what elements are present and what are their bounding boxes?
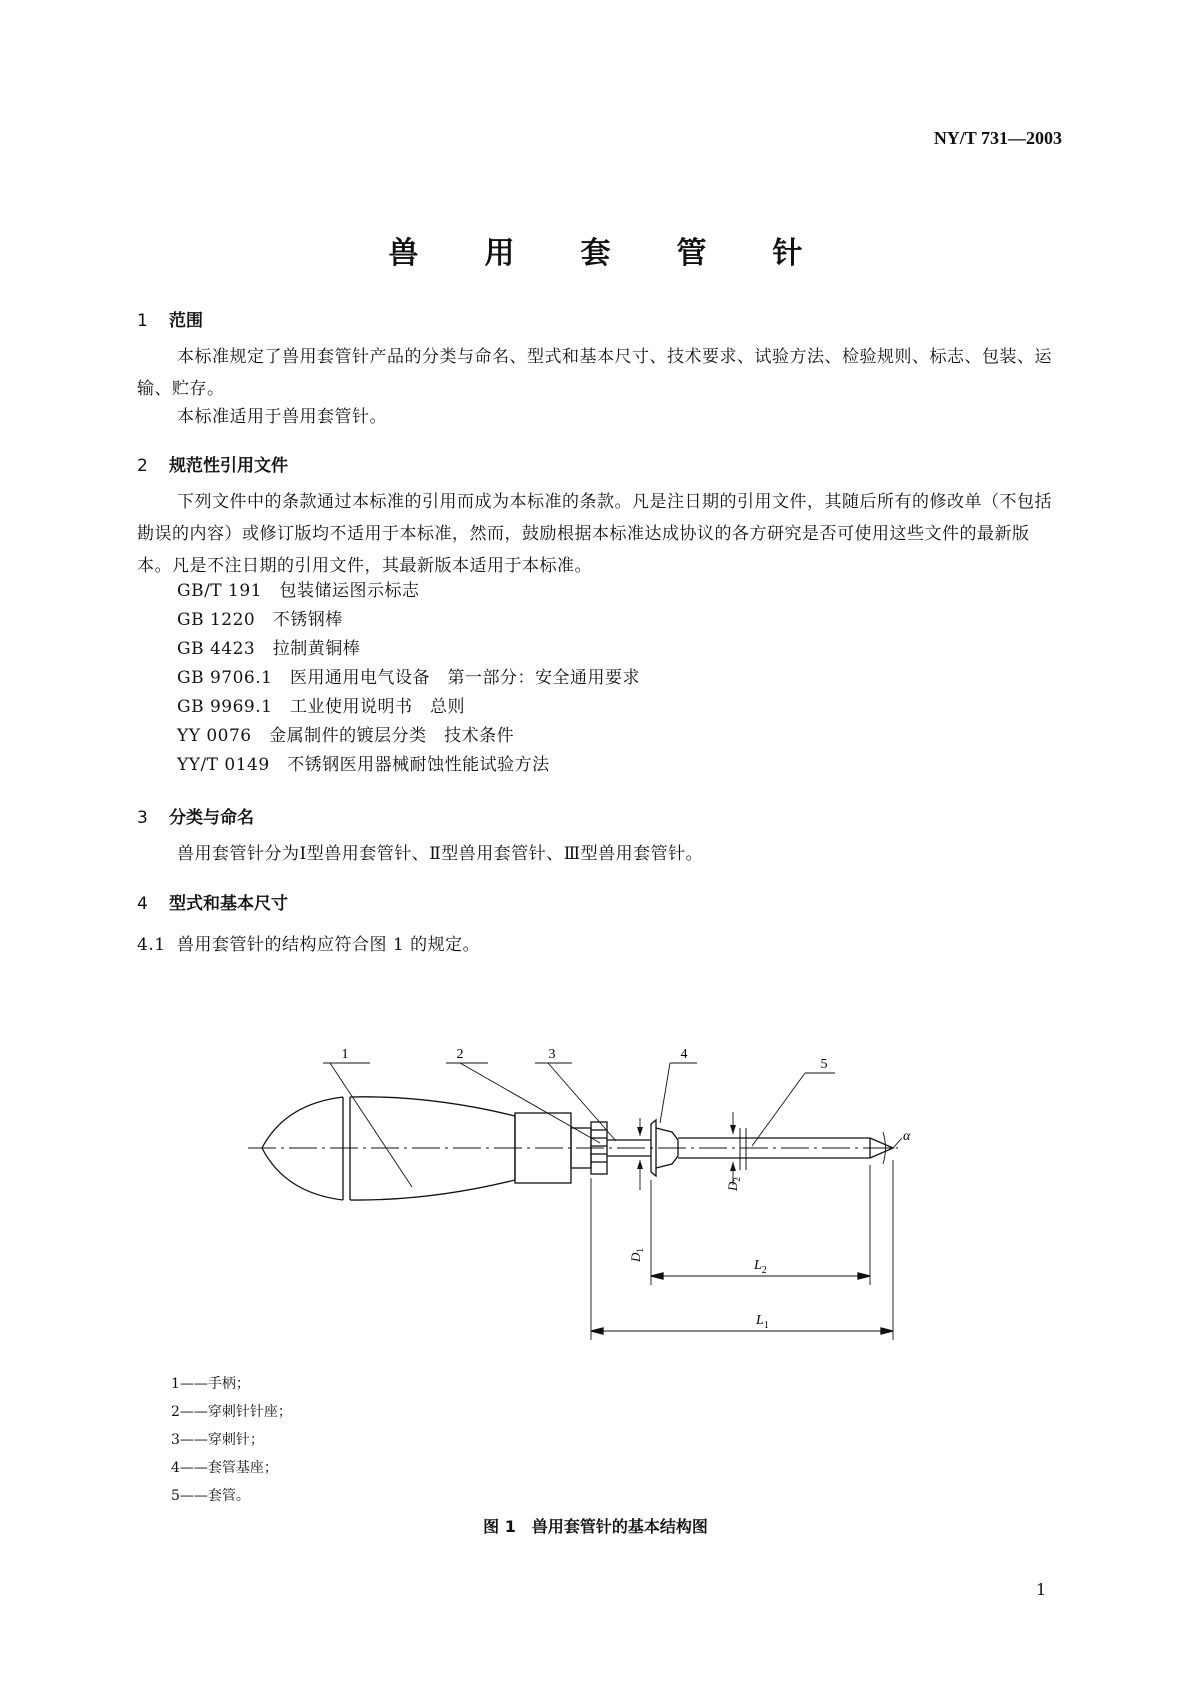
reference-title: 医用通用电气设备 第一部分：安全通用要求 (289, 668, 640, 688)
subsection-text: 兽用套管针的结构应符合图 1 的规定。 (177, 935, 481, 955)
callout-leader (660, 1063, 670, 1123)
reference-title: 拉制黄铜棒 (272, 639, 361, 659)
dim-letter: D (725, 1181, 740, 1191)
reference-code: GB 4423 (177, 639, 256, 659)
section-number: 2 (137, 456, 148, 476)
section-title: 型式和基本尺寸 (169, 894, 288, 914)
legend-item: 3——穿刺针； (171, 1432, 264, 1448)
subsection-number: 4.1 (137, 935, 166, 955)
reference-title: 包装储运图示标志 (279, 581, 420, 601)
dim-subscript: 2 (732, 1177, 742, 1182)
section-title: 分类与命名 (169, 808, 254, 828)
dim-letter: D (628, 1252, 643, 1262)
reference-code: GB 9706.1 (177, 668, 273, 688)
page-number: 1 (1036, 1580, 1047, 1599)
callout-leader (752, 1073, 805, 1146)
reference-title: 工业使用说明书 总则 (289, 697, 465, 717)
dim-letter: L (756, 1313, 764, 1328)
callout-5: 5 (820, 1057, 828, 1072)
callout-leader (330, 1063, 412, 1187)
callout-leader (548, 1063, 616, 1141)
dim-l2-label (753, 1258, 767, 1276)
reference-code: YY/T 0149 (177, 755, 270, 775)
dim-l1-label (755, 1313, 769, 1331)
standard-number: NY/T 731—2003 (933, 128, 1062, 148)
section-3-para-1: 兽用套管针分为Ⅰ型兽用套管针、Ⅱ型兽用套管针、Ⅲ型兽用套管针。 (177, 844, 704, 864)
callout-3: 3 (548, 1047, 556, 1062)
section-number: 1 (137, 311, 148, 331)
dim-subscript: 1 (635, 1248, 645, 1253)
callout-4: 4 (680, 1047, 688, 1062)
dim-d1-label (628, 1248, 645, 1263)
reference-code: GB 1220 (177, 610, 256, 630)
section-number: 3 (137, 808, 148, 828)
title-char: 用 (484, 236, 515, 271)
dim-alpha-label: α (903, 1129, 911, 1144)
reference-title: 不锈钢医用器械耐蚀性能试验方法 (287, 755, 550, 775)
section-title: 范围 (169, 311, 203, 331)
reference-code: GB 9969.1 (177, 697, 273, 717)
reference-code: GB/T 191 (177, 581, 262, 601)
section-1-para-2: 本标准适用于兽用套管针。 (177, 407, 387, 427)
dim-subscript: 1 (763, 1320, 769, 1331)
section-title: 规范性引用文件 (169, 456, 288, 476)
legend-item: 2——穿刺针针座； (171, 1404, 292, 1420)
reference-code: YY 0076 (177, 726, 252, 746)
title-char: 兽 (388, 236, 419, 271)
callout-2: 2 (456, 1047, 464, 1062)
legend-item: 4——套管基座； (171, 1460, 278, 1476)
callout-1: 1 (341, 1047, 349, 1062)
handle-cap-outline (262, 1097, 343, 1200)
section-2-para-1: 下列文件中的条款通过本标准的引用而成为本标准的条款。凡是注日期的引用文件，其随后所有的修改单（不包括勘误的内容）或修订版均不适用于本标准，然而，鼓励根据本标准达成协议的各方研究是否可使用这些文件的最新版本。凡是不注日期的引用文件，其最新版本适用于本标准。 (137, 492, 1052, 576)
section-1-para-1: 本标准规定了兽用套管针产品的分类与命名、型式和基本尺寸、技术要求、试验方法、检验规则、标志、包装、运输、贮存。 (137, 347, 1052, 399)
dim-subscript: 2 (761, 1265, 767, 1276)
legend-item: 1——手柄； (171, 1376, 250, 1392)
section-number: 4 (137, 894, 148, 914)
callout-leader (460, 1063, 600, 1143)
reference-title: 金属制件的镀层分类 技术条件 (269, 726, 515, 746)
dim-d2-label (725, 1177, 742, 1192)
reference-title: 不锈钢棒 (272, 610, 343, 630)
title-char: 管 (676, 236, 707, 271)
figure-caption: 图 1 兽用套管针的基本结构图 (483, 1517, 708, 1536)
title-char: 套 (580, 236, 611, 271)
title-char: 针 (772, 236, 803, 271)
dim-letter: L (754, 1258, 762, 1273)
legend-item: 5——套管。 (171, 1488, 250, 1504)
